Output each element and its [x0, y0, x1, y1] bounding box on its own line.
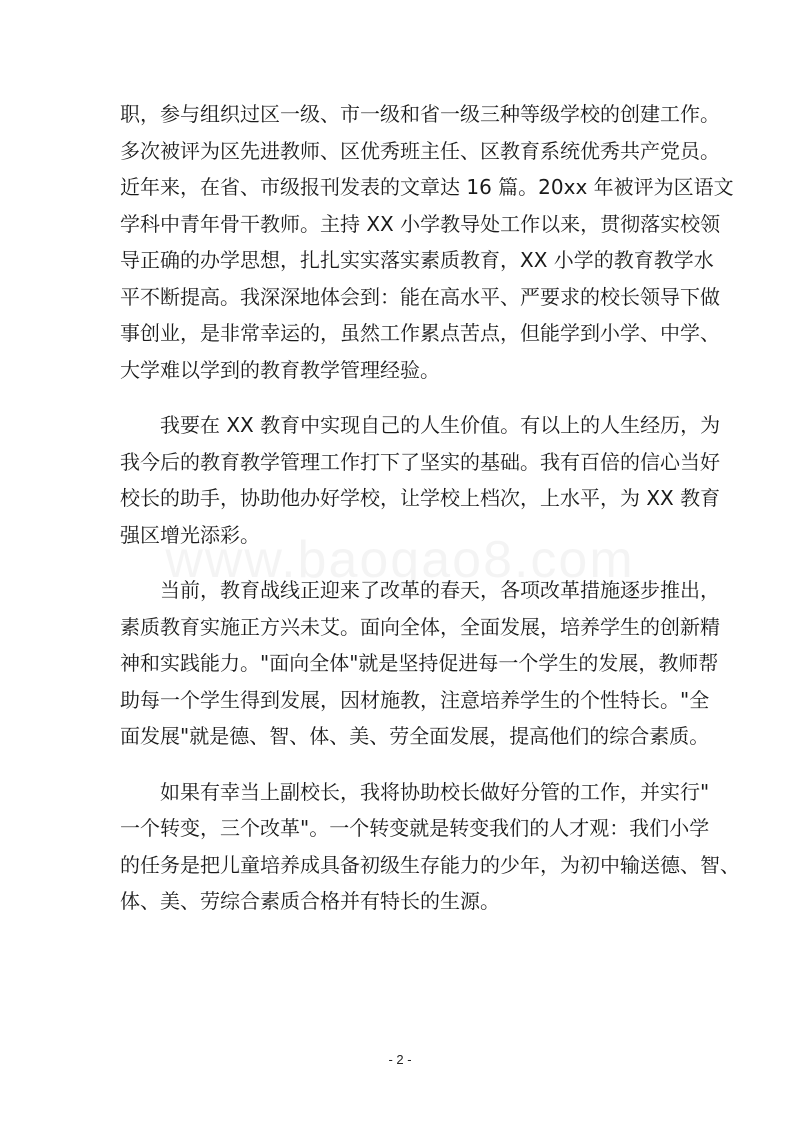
text-line: 校长的助手，协助他办好学校，让学校上档次，上水平，为 XX 教育	[120, 486, 721, 510]
text-line: 我要在 XX 教育中实现自己的人生价值。有以上的人生经历，为	[160, 413, 721, 437]
text-line: 近年来，在省、市级报刊发表的文章达 16 篇。20xx 年被评为区语文	[120, 175, 734, 199]
text-line: 大学难以学到的教育教学管理经验。	[120, 357, 440, 382]
paragraph	[120, 774, 740, 920]
text-line: 神和实践能力。"面向全体"就是坚持促进每一个学生的发展，教师帮	[120, 651, 719, 675]
text-line: 素质教育实施正方兴未艾。面向全体，全面发展，培养学生的创新精	[120, 614, 720, 639]
text-line: 如果有幸当上副校长，我将协助校长做好分管的工作，并实行"	[160, 779, 710, 804]
paragraph	[120, 407, 721, 553]
text-line: 强区增光添彩。	[120, 522, 260, 547]
text-line: 的任务是把儿童培养成具备初级生存能力的少年，为初中输送德、智、	[120, 852, 740, 877]
text-line: 当前，教育战线正迎来了改革的春天，各项改革措施逐步推出，	[160, 578, 720, 602]
text-line: 学科中青年骨干教师。主持 XX 小学教导处工作以来，贯彻落实校领	[120, 211, 721, 236]
text-line: 事创业，是非常幸运的，虽然工作累点苦点，但能学到小学、中学、	[120, 321, 720, 345]
text-line: 多次被评为区先进教师、区优秀班主任、区教育系统优秀共产党员。	[120, 138, 720, 163]
text-line: 平不断提高。我深深地体会到：能在高水平、严要求的校长领导下做	[120, 284, 720, 309]
paragraph	[120, 96, 734, 388]
document-body	[120, 96, 740, 920]
text-line: 职，参与组织过区一级、市一级和省一级三种等级学校的创建工作。	[120, 102, 720, 126]
text-line: 面发展"就是德、智、体、美、劳全面发展，提高他们的综合素质。	[120, 724, 710, 748]
page-number: - 2 -	[388, 1052, 412, 1067]
text-line: 助每一个学生得到发展，因材施教，注意培养学生的个性特长。"全	[120, 687, 710, 712]
text-line: 我今后的教育教学管理工作打下了坚实的基础。我有百倍的信心当好	[120, 449, 720, 474]
text-line: 导正确的办学思想，扎扎实实落实素质教育，XX 小学的教育教学水	[120, 248, 714, 272]
paragraph	[120, 572, 720, 755]
text-line: 一个转变，三个改革"。一个转变就是转变我们的人才观：我们小学	[120, 816, 710, 840]
text-line: 体、美、劳综合素质合格并有特长的生源。	[120, 889, 500, 913]
